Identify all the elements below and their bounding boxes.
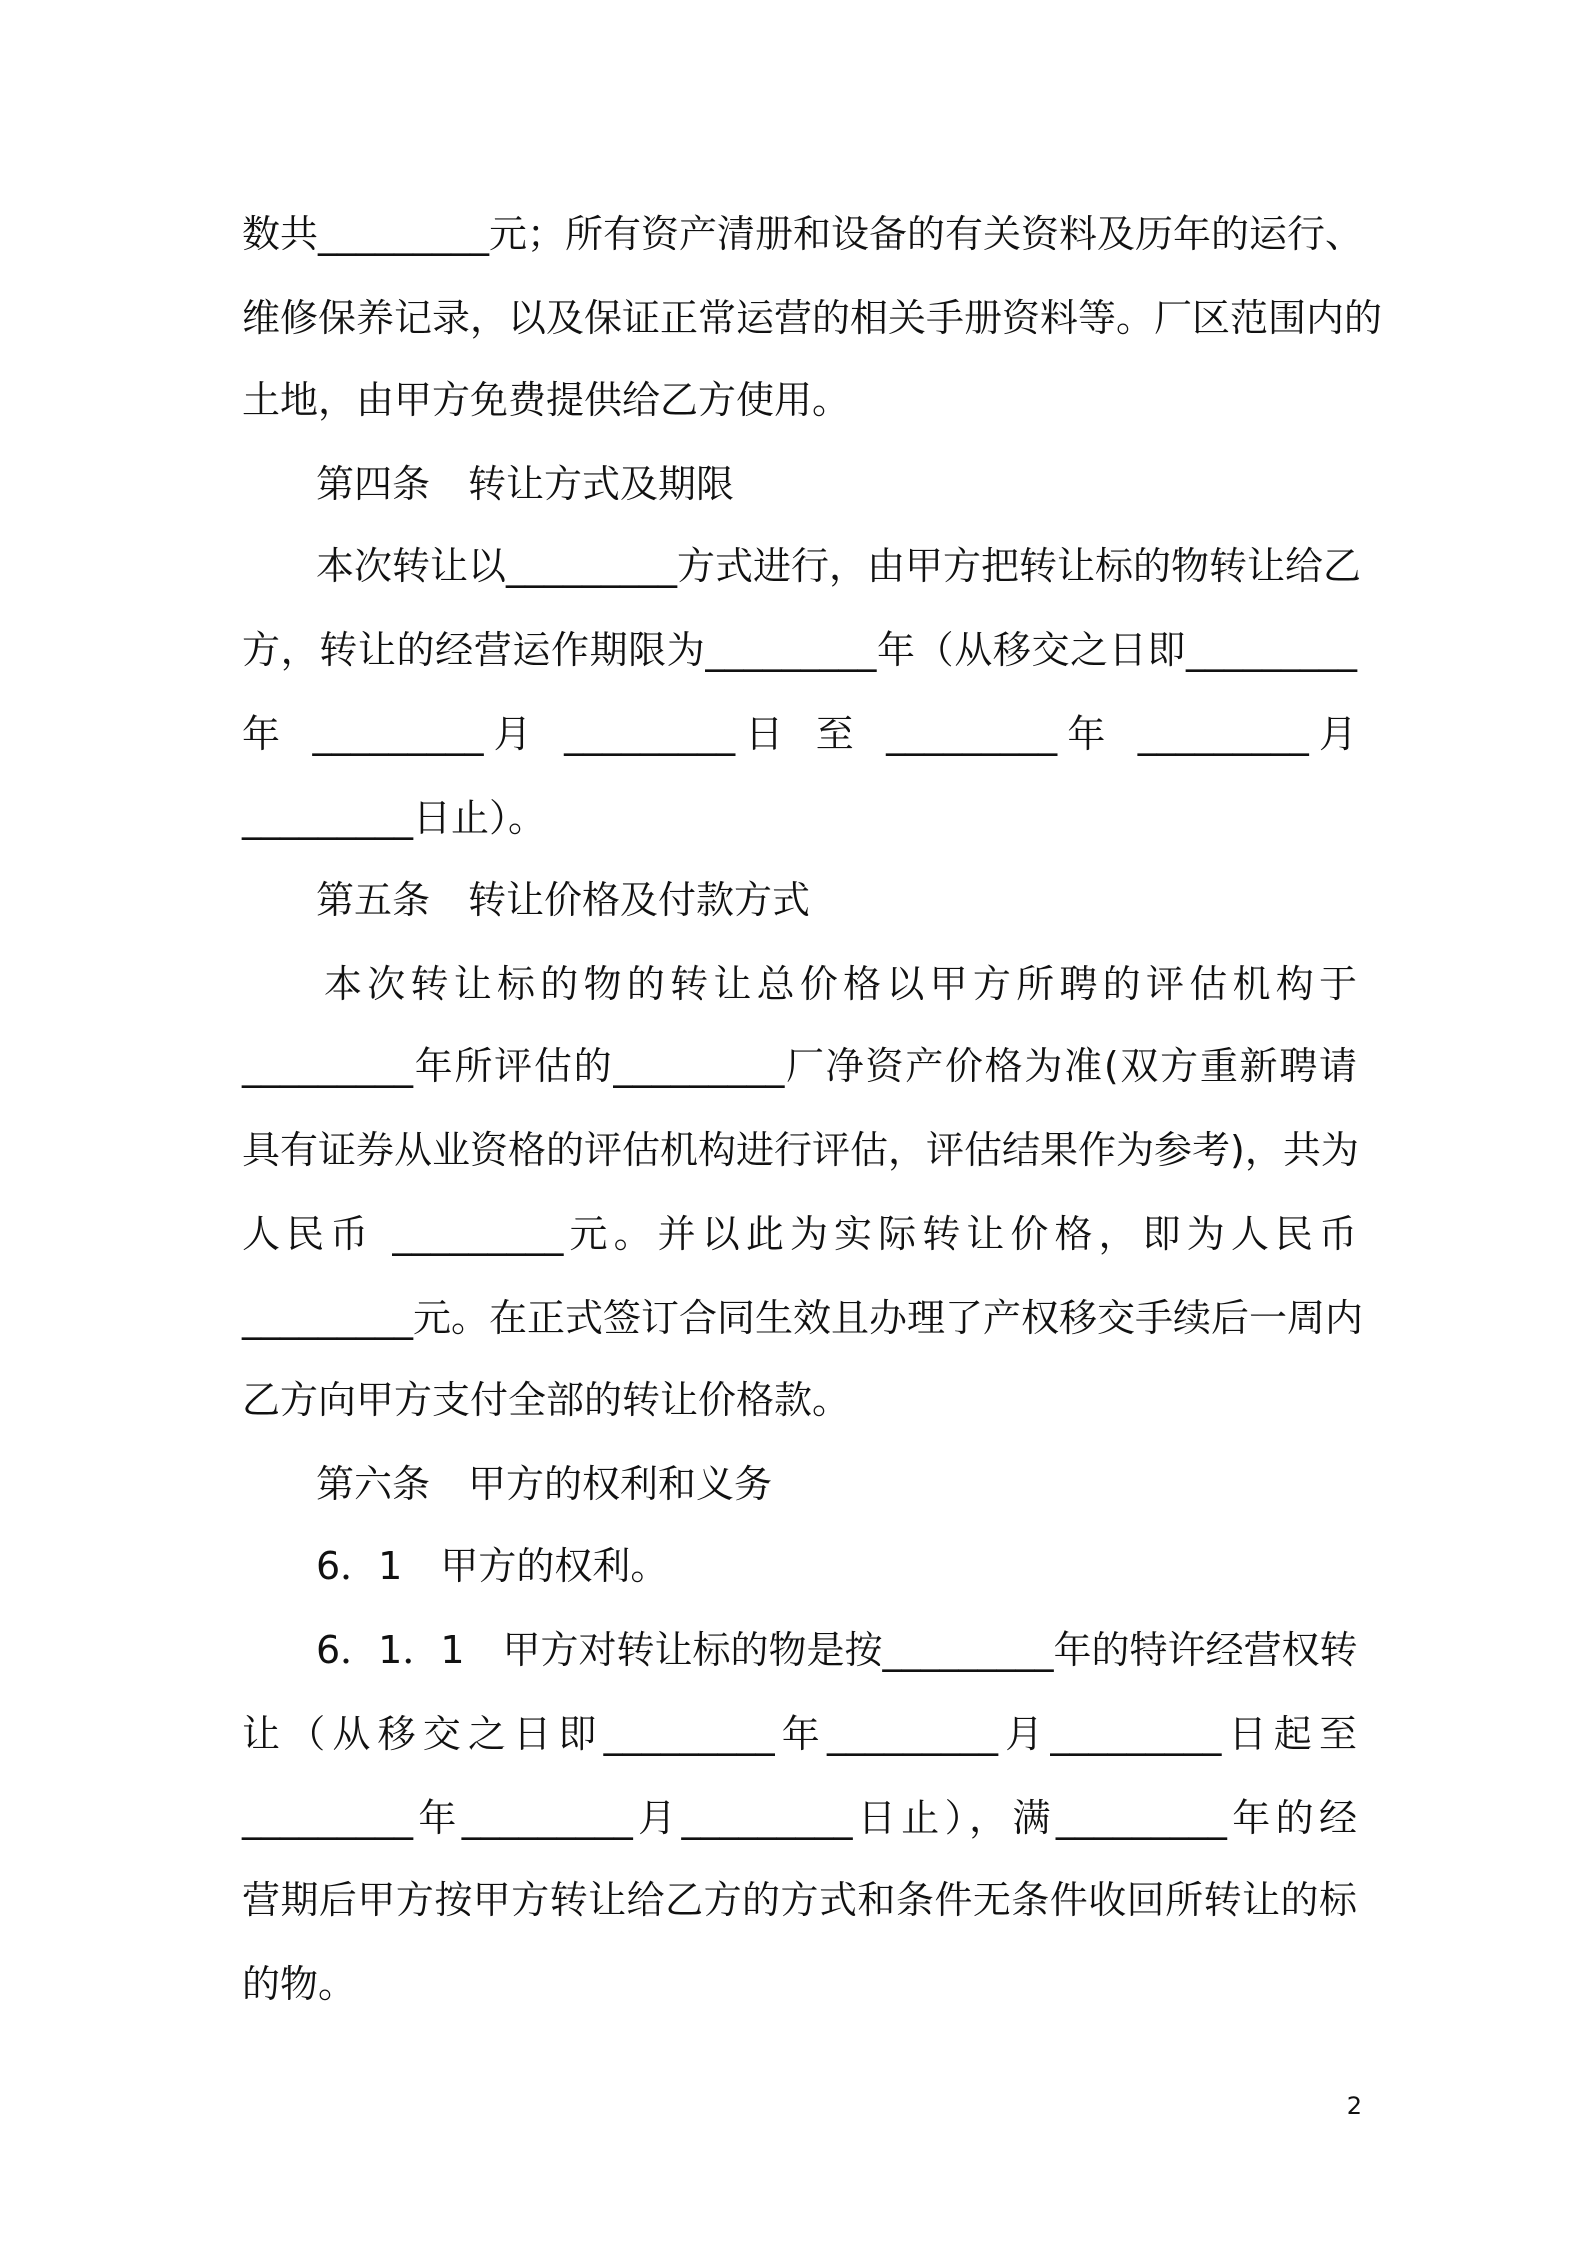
- body-line-21: 营期后甲方按甲方转让给乙方的方式和条件无条件收回所转让的标: [242, 1878, 1357, 1922]
- body-line-22: 的物。: [242, 1962, 357, 2006]
- body-line-14: _________元。在正式签订合同生效且办理了产权移交手续后一周内: [242, 1296, 1364, 1340]
- body-line-3: 土地，由甲方免费提供给乙方使用。: [242, 378, 851, 422]
- body-line-12: 具有证券从业资格的评估机构进行评估，评估结果作为参考)，共为: [242, 1128, 1359, 1172]
- article-6-heading: 第六条 甲方的权利和义务: [316, 1462, 773, 1506]
- article-4-heading: 第四条 转让方式及期限: [316, 462, 735, 506]
- body-line-2: 维修保养记录，以及保证正常运营的相关手册资料等。厂区范围内的: [242, 296, 1383, 340]
- body-line-5: 本次转让以_________方式进行，由甲方把转让标的物转让给乙: [316, 544, 1362, 588]
- body-line-13: 人民币 _________元。并以此为实际转让价格，即为人民币: [242, 1212, 1357, 1256]
- body-line-15: 乙方向甲方支付全部的转让价格款。: [242, 1378, 851, 1422]
- body-line-8: _________日止）。: [242, 796, 547, 840]
- clause-6-1-1: 6．1．1 甲方对转让标的物是按_________年的特许经营权转: [316, 1628, 1358, 1672]
- clause-6-1: 6．1 甲方的权利。: [316, 1544, 669, 1588]
- article-5-heading: 第五条 转让价格及付款方式: [316, 878, 811, 922]
- page-number: 2: [1346, 2092, 1362, 2120]
- body-line-6: 方，转让的经营运作期限为_________年（从移交之日即_________: [242, 628, 1357, 672]
- body-line-20: _________年_________月_________日止），满_________年的经: [242, 1796, 1357, 1840]
- body-line-10: 本次转让标的物的转让总价格以甲方所聘的评估机构于: [324, 962, 1357, 1006]
- body-line-19: 让（从移交之日即_________年_________月_________日起至: [242, 1712, 1357, 1756]
- body-line-11: _________年所评估的_________厂净资产价格为准(双方重新聘请: [242, 1044, 1357, 1088]
- body-line-1: 数共_________元；所有资产清册和设备的有关资料及历年的运行、: [242, 212, 1364, 256]
- body-line-7: 年 _________月 _________日 至 _________年 _________月: [242, 712, 1357, 756]
